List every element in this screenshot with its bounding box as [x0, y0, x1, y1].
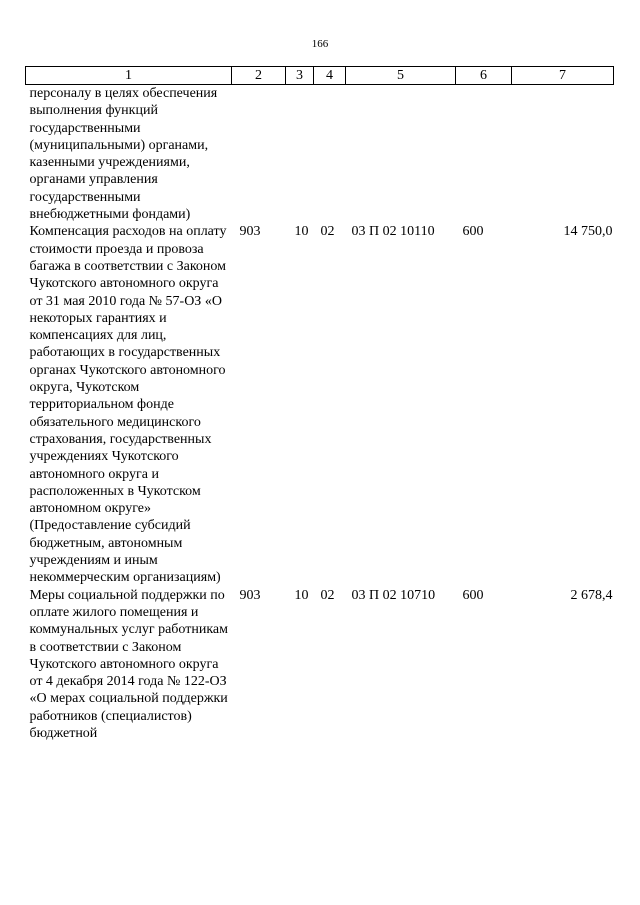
row-code: 903 — [239, 224, 261, 240]
header-row — [26, 67, 614, 85]
header-col-4: 4 — [314, 67, 346, 85]
table-row — [26, 223, 614, 586]
row-subsection: 02 — [320, 224, 335, 240]
row-section: 10 — [294, 587, 309, 603]
page-number: 166 — [311, 38, 329, 50]
row-expense-type: 600 — [462, 224, 484, 240]
row-expense-type — [456, 85, 512, 224]
row-code: 903 — [239, 587, 261, 603]
row-expense-type: 600 — [462, 587, 484, 603]
header-col-5: 5 — [346, 67, 456, 85]
budget-table — [25, 66, 614, 742]
row-section — [286, 85, 314, 224]
row-target — [346, 85, 456, 224]
row-amount: 14 750,0 — [563, 224, 613, 240]
row-name: персоналу в целях обеспечения выполнения функций государственными (муниципальными) органами, казенными учреждениями, органами управления государственными внебюджетными фондами) — [29, 86, 218, 223]
row-amount — [512, 85, 614, 224]
row-amount: 2 678,4 — [570, 587, 613, 603]
header-col-7: 7 — [512, 67, 614, 85]
row-target: 03 П 02 10710 — [351, 587, 436, 603]
table-row — [26, 85, 614, 224]
row-target: 03 П 02 10110 — [351, 224, 435, 240]
row-subsection: 02 — [320, 587, 335, 603]
row-name: Меры социальной поддержки по оплате жилого помещения и коммунальных услуг работникам в соответствии с Законом Чукотского автономного округа от 4 декабря 2014 года № 122-ОЗ «О мерах социальной поддержки работников (специалистов) бюджетной — [29, 587, 229, 741]
header-col-1: 1 — [26, 67, 232, 85]
row-code — [232, 85, 286, 224]
table-row — [26, 587, 614, 743]
header-col-2: 2 — [232, 67, 286, 85]
header-col-3: 3 — [286, 67, 314, 85]
row-section: 10 — [294, 224, 309, 240]
row-subsection — [314, 85, 346, 224]
row-name: Компенсация расходов на оплату стоимости проезда и провоза багажа в соответствии с Законом Чукотского автономного округа от 31 мая 2010 года № 57-ОЗ «О некоторых гарантиях и компенсациях для лиц, работающих в государственных органах Чукотского автономного округа, Чукотском территориальном фонде обязательного медицинского страхования, государственных учреждениях Чукотского автономного округа и расположенных в Чукотском автономном округе» (Предоставление субсидий бюджетным, автономным учреждениям и иным некоммерческим организациям) — [29, 224, 227, 586]
header-col-6: 6 — [456, 67, 512, 85]
